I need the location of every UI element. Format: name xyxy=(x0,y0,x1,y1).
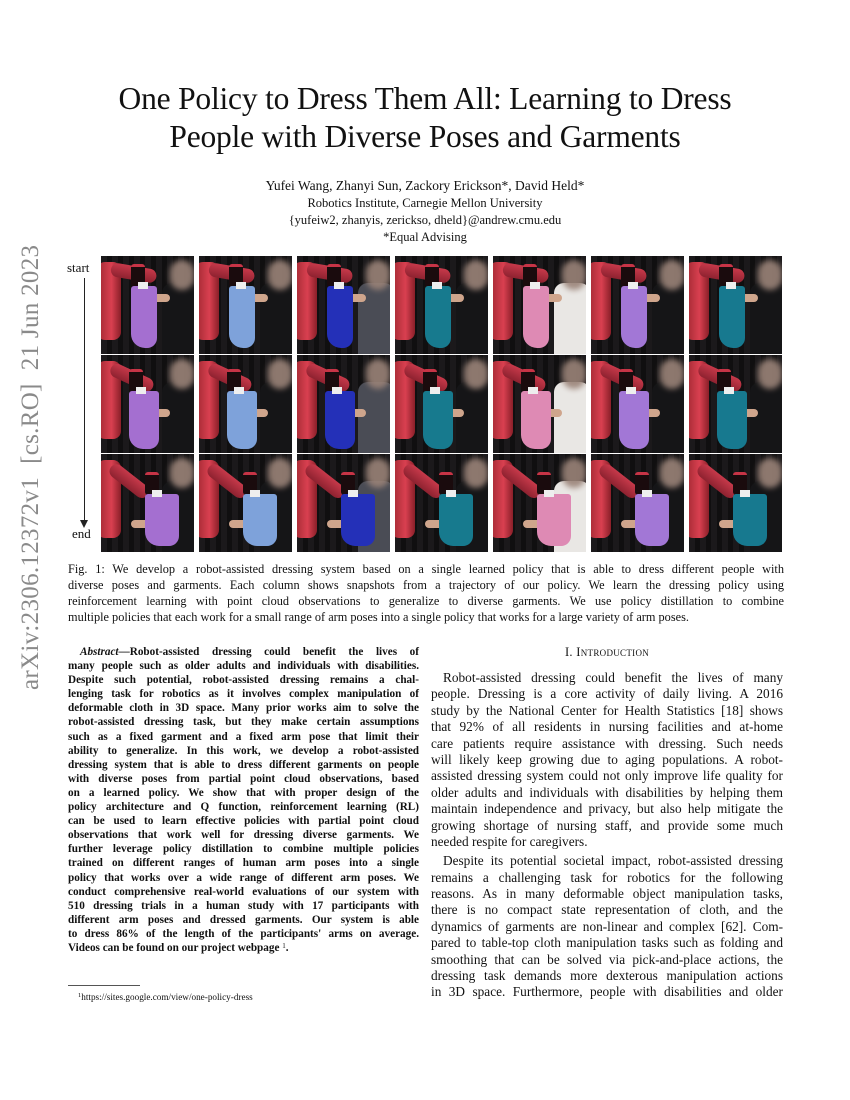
snapshot-end xyxy=(689,454,782,552)
section-heading-introduction: I. Introduction xyxy=(564,645,650,659)
intro-line: pared to table-top cloth manipulation tasks such as folding and xyxy=(431,935,783,951)
arxiv-identifier-stamp: arXiv:2306.12372v1 [cs.RO] 21 Jun 2023 xyxy=(17,244,44,690)
introduction-paragraph-1 xyxy=(431,670,783,850)
intro-line: reasons. As in many deformable object manipulation tasks, xyxy=(431,886,783,902)
figure-caption xyxy=(68,561,784,625)
snapshot-start xyxy=(591,256,684,354)
intro-line: dynamics of garments are non-linear and complex [62]. Com- xyxy=(431,918,783,934)
abstract-line: to dress 86% of the length of the participants' arms on average. xyxy=(68,927,419,940)
abstract-line: 510 dressing trials in a human study with 17 participants with xyxy=(68,899,419,912)
affiliation: Robotics Institute, Carnegie Mellon University xyxy=(307,196,543,210)
project-url-link[interactable]: https://sites.google.com/view/one-policy-dress xyxy=(81,992,253,1002)
intro-line: study by the National Center for Health Statistics [18] shows xyxy=(431,702,783,718)
trajectory-column xyxy=(689,256,782,552)
abstract-label: Abstract xyxy=(80,646,119,658)
snapshot-end xyxy=(395,454,488,552)
intro-line: remains a challenging task for robotics for the following xyxy=(431,869,783,885)
abstract-line: deformable cloth in 3D space. Many prior works aim to solve the xyxy=(68,702,419,715)
start-label: start xyxy=(67,260,90,275)
abstract-line: trained on different ranges of human arm poses into a single xyxy=(68,857,419,870)
intro-line: assisted dressing system could not only improve life quality for xyxy=(431,768,783,784)
title-line-2: People with Diverse Poses and Garments xyxy=(169,119,681,154)
snapshot-end xyxy=(297,454,390,552)
trajectory-column xyxy=(199,256,292,552)
intro-line: will likely keep growing due to aging populations. A robot- xyxy=(431,751,783,767)
snapshot-middle xyxy=(199,355,292,453)
snapshot-middle xyxy=(101,355,194,453)
snapshot-grid xyxy=(101,256,783,552)
footnote-ref[interactable]: 1 xyxy=(282,941,286,950)
author-emails: {yufeiw2, zhanyis, zerickso, dheld}@andrew.cmu.edu xyxy=(288,213,562,227)
caption-line: multiple policies that each work for a small range of arm poses into a single policy that works for a large variety of arm poses. xyxy=(68,610,689,624)
abstract-line: robot-assisted dressing task, but they make certain assumptions xyxy=(68,716,419,729)
paper-title xyxy=(40,80,810,156)
abstract-line: with diverse poses from partial point cloud observations, based xyxy=(68,772,419,785)
time-arrow-shaft xyxy=(84,278,85,524)
caption-line: diverse poses and garments. Each column shows snapshots from a trajectory of our policy. We learn the dressing policy using xyxy=(68,578,784,592)
abstract-line: Videos can be found on our project webpage $^1$. xyxy=(68,941,289,954)
introduction-paragraph-2 xyxy=(431,853,783,1001)
caption-line: reinforcement learning with point cloud observations to generalize to diverse garments. We use policy distillation to combine xyxy=(68,594,784,608)
abstract-line: lenging task for robotics as it involves complex manipulation of xyxy=(68,688,419,701)
snapshot-start xyxy=(199,256,292,354)
introduction-body xyxy=(431,670,783,1001)
abstract-line: further leverage policy distillation to combine multiple policies xyxy=(68,843,419,856)
trajectory-column xyxy=(297,256,390,552)
footnote-divider xyxy=(68,985,140,986)
abstract-line: many people such as older adults and individuals with disabilities. xyxy=(68,660,419,673)
trajectory-column xyxy=(591,256,684,552)
abstract-line: ability to generalize. In this work, we develop a robot-assisted xyxy=(68,744,419,757)
end-label: end xyxy=(72,526,91,541)
snapshot-start xyxy=(297,256,390,354)
abstract-line: conduct comprehensive real-world evaluations of our system with xyxy=(68,885,419,898)
snapshot-end xyxy=(493,454,586,552)
caption-line: Fig. 1: We develop a robot-assisted dressing system based on a single learned policy that is able to dress different people with xyxy=(68,562,784,576)
abstract-line: policy architecture and Q function, reinforcement learning (RL) xyxy=(68,801,419,814)
title-line-1: One Policy to Dress Them All: Learning to Dress xyxy=(118,81,732,116)
intro-line: Despite its potential societal impact, robot-assisted dressing xyxy=(443,853,783,869)
intro-line: people. Dressing is a core activity of daily living. A 2016 xyxy=(431,686,783,702)
footnote-marker: 1 xyxy=(78,992,82,999)
snapshot-middle xyxy=(493,355,586,453)
snapshot-end xyxy=(199,454,292,552)
footnote xyxy=(78,991,253,1003)
abstract-line: policy that works over a wide range of different arm poses. We xyxy=(68,871,419,884)
intro-line: maintain independence and privacy, but also help mitigate the xyxy=(431,801,783,817)
equal-advising-note: *Equal Advising xyxy=(383,230,467,244)
abstract-line: on a learned policy. We show that with proper design of the xyxy=(68,786,419,799)
abstract-line: such as a fixed garment and a fixed arm pose that limit their xyxy=(68,730,419,743)
abstract-line: dressing system that is able to dress different garments on people xyxy=(68,758,419,771)
author-list: Yufei Wang, Zhanyi Sun, Zackory Erickson*, David Held* xyxy=(265,178,585,193)
intro-line: older adults and individuals with disabilities by helping them xyxy=(431,784,783,800)
trajectory-column xyxy=(101,256,194,552)
snapshot-middle xyxy=(297,355,390,453)
snapshot-end xyxy=(101,454,194,552)
snapshot-middle xyxy=(689,355,782,453)
intro-line: smoothing that can be solved via pick-and-place actions, the xyxy=(431,951,783,967)
snapshot-start xyxy=(493,256,586,354)
abstract xyxy=(68,645,419,955)
abstract-line: different arm poses and dressed garments. Our system is able xyxy=(68,913,419,926)
intro-line: that 92% of all residents in nursing facilities and at-home xyxy=(431,719,783,735)
snapshot-start xyxy=(689,256,782,354)
abstract-line: observations that work well for dressing diverse garments. We xyxy=(68,829,419,842)
abstract-line: can be used to learn effective policies with partial point cloud xyxy=(68,815,419,828)
snapshot-end xyxy=(591,454,684,552)
intro-line: there is no compact state representation of cloth, and the xyxy=(431,902,783,918)
intro-line: growing shortage of nursing staff, and provide some much xyxy=(431,817,783,833)
snapshot-middle xyxy=(395,355,488,453)
intro-line: dressing task demands more dexterous manipulation actions xyxy=(431,968,783,984)
trajectory-column xyxy=(395,256,488,552)
snapshot-middle xyxy=(591,355,684,453)
snapshot-start xyxy=(395,256,488,354)
intro-line: Robot-assisted dressing could benefit the lives of many xyxy=(443,670,783,685)
intro-line: care patients require assistance with dressing. Such needs xyxy=(431,735,783,751)
intro-line: in 3D space. Furthermore, people with disabilities and older xyxy=(431,984,783,1000)
trajectory-column xyxy=(493,256,586,552)
intro-line: needed respite for caregivers. xyxy=(431,833,588,849)
abstract-line: Despite such potential, robot-assisted dressing remains a chal- xyxy=(68,674,419,687)
snapshot-start xyxy=(101,256,194,354)
abstract-line: Abstract—Robot-assisted dressing could benefit the lives of xyxy=(80,646,419,658)
